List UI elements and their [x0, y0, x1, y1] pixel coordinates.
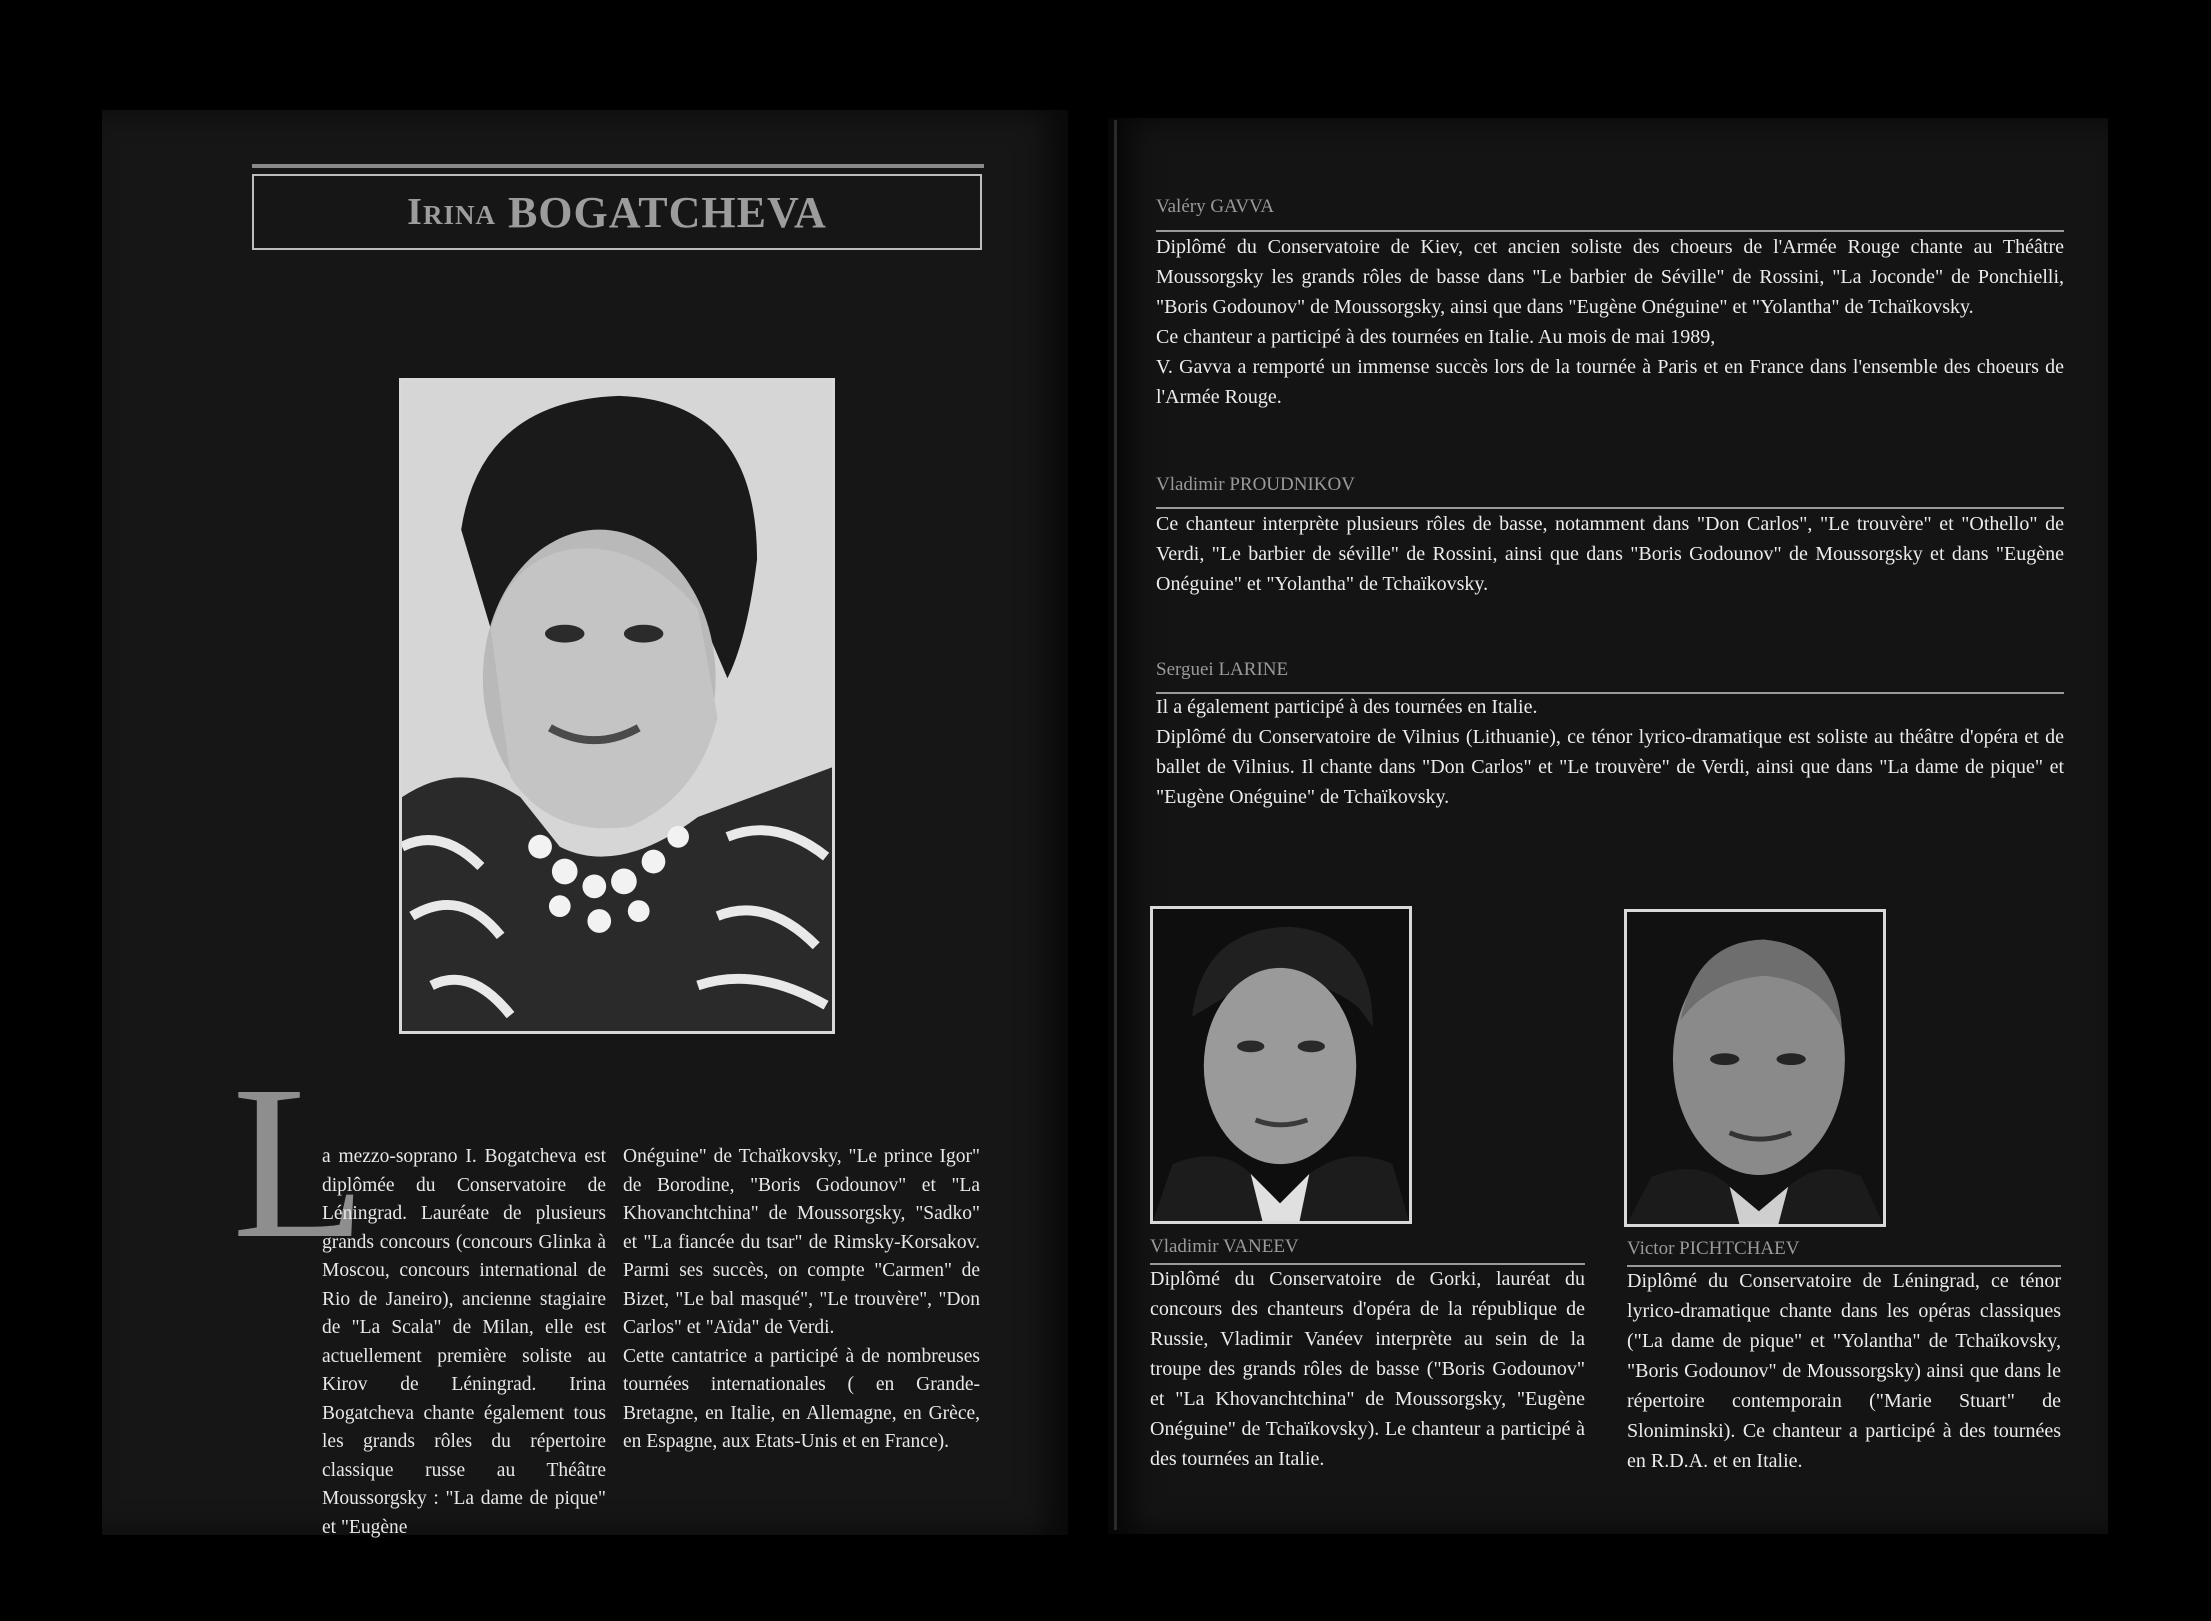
singer-name-gavva: Valéry GAVVA: [1156, 196, 1275, 217]
gavva-bio-p3: V. Gavva a remporté un immense succès lors de la tournée à Paris et en France dans l'ensemble des choeurs de l'Armée Rouge.: [1156, 356, 2064, 408]
gavva-bio: [1156, 232, 2064, 412]
drop-cap: L: [232, 1040, 367, 1284]
singer-name-vaneev: Vladimir VANEEV: [1150, 1236, 1299, 1257]
page-title: [252, 174, 982, 250]
singer-name-larine: Serguei LARINE: [1156, 659, 1289, 680]
bio-paragraph-2: Onéguine" de Tchaïkovsky, "Le prince Igor" de Borodine, "Boris Godounov" et "La Khovanchtchina" de Moussorgsky, "Sadko" et "La fiancée du tsar" de Rimsky-Korsakov. Parmi ses succès, on compte "Carmen" de Bizet, "Le bal masqué", "Le trouvère", "Don Carlos" et "Aïda" de Verdi.: [623, 1146, 980, 1338]
pichtchaev-bio-p1: Diplômé du Conservatoire de Léningrad, ce ténor lyrico-dramatique chante dans les opéras classiques ("La dame de pique" et "Yolantha" de Tchaïkovsky, "Boris Godounov" de Moussorgsky) ainsi que dans le répertoire contemporain ("Marie Stuart" de Sloniminski). Ce chanteur a participé à des tournées en R.D.A. et en Italie.: [1627, 1270, 2061, 1472]
portrait-photo-vaneev: [1150, 906, 1412, 1224]
gavva-bio-p2: Ce chanteur a participé à des tournées en Italie. Au mois de mai 1989,: [1156, 326, 1716, 348]
bio-text-1: a mezzo-soprano I. Bogatcheva est diplômée du Conservatoire de Léningrad. Lauréate de plusieurs grands concours (concours Glinka à Moscou, concours international de Rio de Janeiro), ancienne stagiaire de "La Scala" de Milan, elle est actuellement première soliste au Kirov de Léningrad. Irina Bogatcheva chante également tous les grands rôles du répertoire classique russe au Théâtre Moussorgsky : "La dame de pique" et "Eugène: [322, 1146, 606, 1538]
pichtchaev-bio: [1627, 1266, 2061, 1476]
vaneev-bio: [1150, 1264, 1585, 1474]
bio-column-1: [252, 1143, 606, 1542]
bio-paragraph-1: [252, 1143, 606, 1542]
title-top-rule: [252, 164, 984, 168]
page-gutter: [1114, 120, 1117, 1530]
bio-column-2: [623, 1143, 980, 1457]
proudnikov-bio-p1: Ce chanteur interprète plusieurs rôles de basse, notamment dans "Don Carlos", "Le trouvère" et "Othello" de Verdi, "Le barbier de séville" de Rossini, ainsi que dans "Boris Godounov" de Moussorgsky et dans "Eugène Onéguine" et "Yolantha" de Tchaïkovsky.: [1156, 513, 2064, 595]
larine-bio-p2: Diplômé du Conservatoire de Vilnius (Lithuanie), ce ténor lyrico-dramatique est soliste au théâtre d'opéra et de ballet de Vilnius. Il chante dans "Don Carlos" et "Le trouvère" de Verdi, ainsi que dans "La dame de pique" et "Eugène Onéguine" de Tchaïkovsky.: [1156, 726, 2064, 808]
portrait-photo-bogatcheva: [399, 378, 835, 1034]
larine-bio: [1156, 692, 2064, 812]
bio-paragraph-3: Cette cantatrice a participé à de nombreuses tournées internationales ( en Grande-Bretagne, en Italie, en Allemagne, en Grèce, en Espagne, aux Etats-Unis et en France).: [623, 1345, 980, 1452]
larine-bio-p1: Il a également participé à des tournées en Italie.: [1156, 696, 1538, 718]
portrait-photo-pichtchaev: [1624, 909, 1886, 1227]
title-last-name: BOGATCHEVA: [507, 187, 827, 237]
title-first-name: Irina: [407, 191, 496, 233]
gavva-bio-p1: Diplômé du Conservatoire de Kiev, cet ancien soliste des choeurs de l'Armée Rouge chante au Théâtre Moussorgsky les grands rôles de basse dans "Le barbier de Séville" de Rossini, "La Joconde" de Ponchielli, "Boris Godounov" de Moussorgsky, ainsi que dans "Eugène Onéguine" et "Yolantha" de Tchaïkovsky.: [1156, 236, 2064, 318]
proudnikov-bio: [1156, 509, 2064, 599]
singer-name-proudnikov: Vladimir PROUDNIKOV: [1156, 474, 1355, 495]
singer-name-pichtchaev: Victor PICHTCHAEV: [1627, 1238, 1800, 1259]
vaneev-bio-p1: Diplômé du Conservatoire de Gorki, lauréat du concours des chanteurs d'opéra de la république de Russie, Vladimir Vanéev interprète au sein de la troupe des grands rôles de basse ("Boris Godounov" et "La Khovanchtchina" de Moussorgsky, "Eugène Onéguine" de Tchaïkovsky). Le chanteur a participé à des tournées an Italie.: [1150, 1268, 1585, 1470]
